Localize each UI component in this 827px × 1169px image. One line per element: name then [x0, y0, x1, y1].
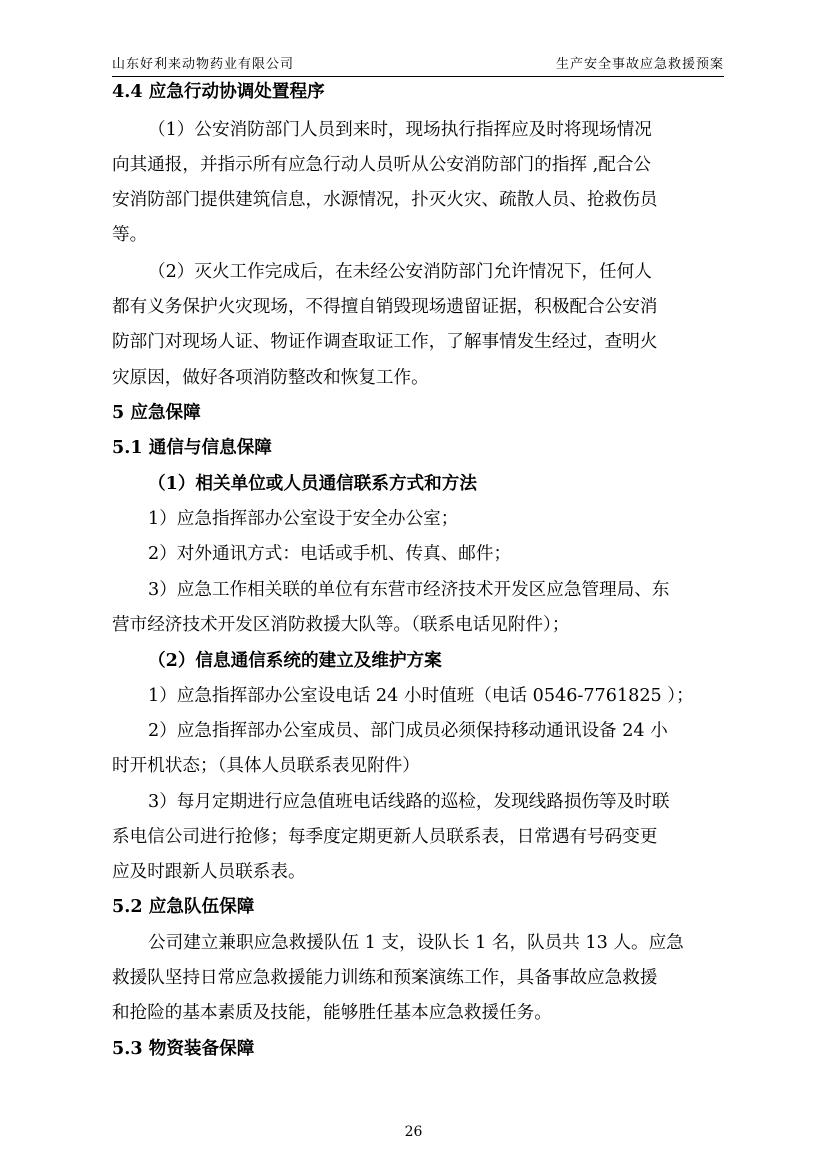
subheading-comm-system: （2）信息通信系统的建立及维护方案	[148, 650, 442, 671]
heading-4-4: 4.4 应急行动协调处置程序	[112, 81, 325, 102]
paragraph-line: 向其通报，并指示所有应急行动人员听从公安消防部门的指挥 ,配合公	[112, 155, 652, 175]
heading-5: 5 应急保障	[112, 402, 201, 423]
list-item: 1）应急指挥部办公室设于安全办公室；	[148, 509, 459, 529]
paragraph-line: 应及时跟新人员联系表。	[112, 862, 306, 882]
list-item: 1）应急指挥部办公室设电话 24 小时值班（电话 0546-7761825 ）；	[148, 686, 694, 706]
running-header	[112, 56, 724, 74]
paragraph-line: 灾原因，做好各项消防整改和恢复工作。	[112, 368, 429, 388]
paragraph-line: 都有义务保护火灾现场，不得擅自销毁现场遗留证据，积极配合公安消	[112, 297, 658, 317]
heading-5-3: 5.3 物资装备保障	[112, 1038, 255, 1059]
paragraph-line: （1）公安消防部门人员到来时，现场执行指挥应及时将现场情况	[148, 120, 652, 140]
header-company-name: 山东好利来动物药业有限公司	[112, 57, 295, 72]
paragraph-line: 系电信公司进行抢修；每季度定期更新人员联系表，日常遇有号码变更	[112, 827, 658, 847]
list-item: 2）应急指挥部办公室成员、部门成员必须保持移动通讯设备 24 小	[148, 721, 668, 741]
paragraph-line: 营市经济技术开发区消防救援大队等。（联系电话见附件）；	[112, 615, 570, 635]
subheading-contact-methods: （1）相关单位或人员通信联系方式和方法	[148, 473, 477, 494]
paragraph-line: 救援队坚持日常应急救援能力训练和预案演练工作，具备事故应急救援	[112, 968, 658, 988]
list-item: 3）应急工作相关联的单位有东营市经济技术开发区应急管理局、东	[148, 580, 670, 600]
paragraph-line: 时开机状态；（具体人员联系表见附件）	[112, 756, 420, 776]
paragraph-line: 和抢险的基本素质及技能，能够胜任基本应急救援任务。	[112, 1003, 552, 1023]
paragraph-line: 等。	[112, 225, 148, 245]
header-rule	[112, 76, 724, 77]
list-item: 2）对外通讯方式：电话或手机、传真、邮件；	[148, 544, 512, 564]
paragraph-line: 防部门对现场人证、物证作调查取证工作，了解事情发生经过，查明火	[112, 332, 658, 352]
page-number: 26	[404, 1124, 423, 1140]
header-document-title: 生产安全事故应急救援预案	[555, 57, 724, 72]
heading-5-1: 5.1 通信与信息保障	[112, 437, 272, 458]
paragraph-line: 公司建立兼职应急救援队伍 1 支，设队长 1 名，队员共 13 人。应急	[148, 933, 684, 953]
paragraph-line: （2）灭火工作完成后，在未经公安消防部门允许情况下，任何人	[148, 262, 652, 282]
list-item: 3）每月定期进行应急值班电话线路的巡检，发现线路损伤等及时联	[148, 792, 670, 812]
paragraph-line: 安消防部门提供建筑信息，水源情况，扑灭火灾、疏散人员、抢救伤员	[112, 190, 658, 210]
heading-5-2: 5.2 应急队伍保障	[112, 896, 255, 917]
